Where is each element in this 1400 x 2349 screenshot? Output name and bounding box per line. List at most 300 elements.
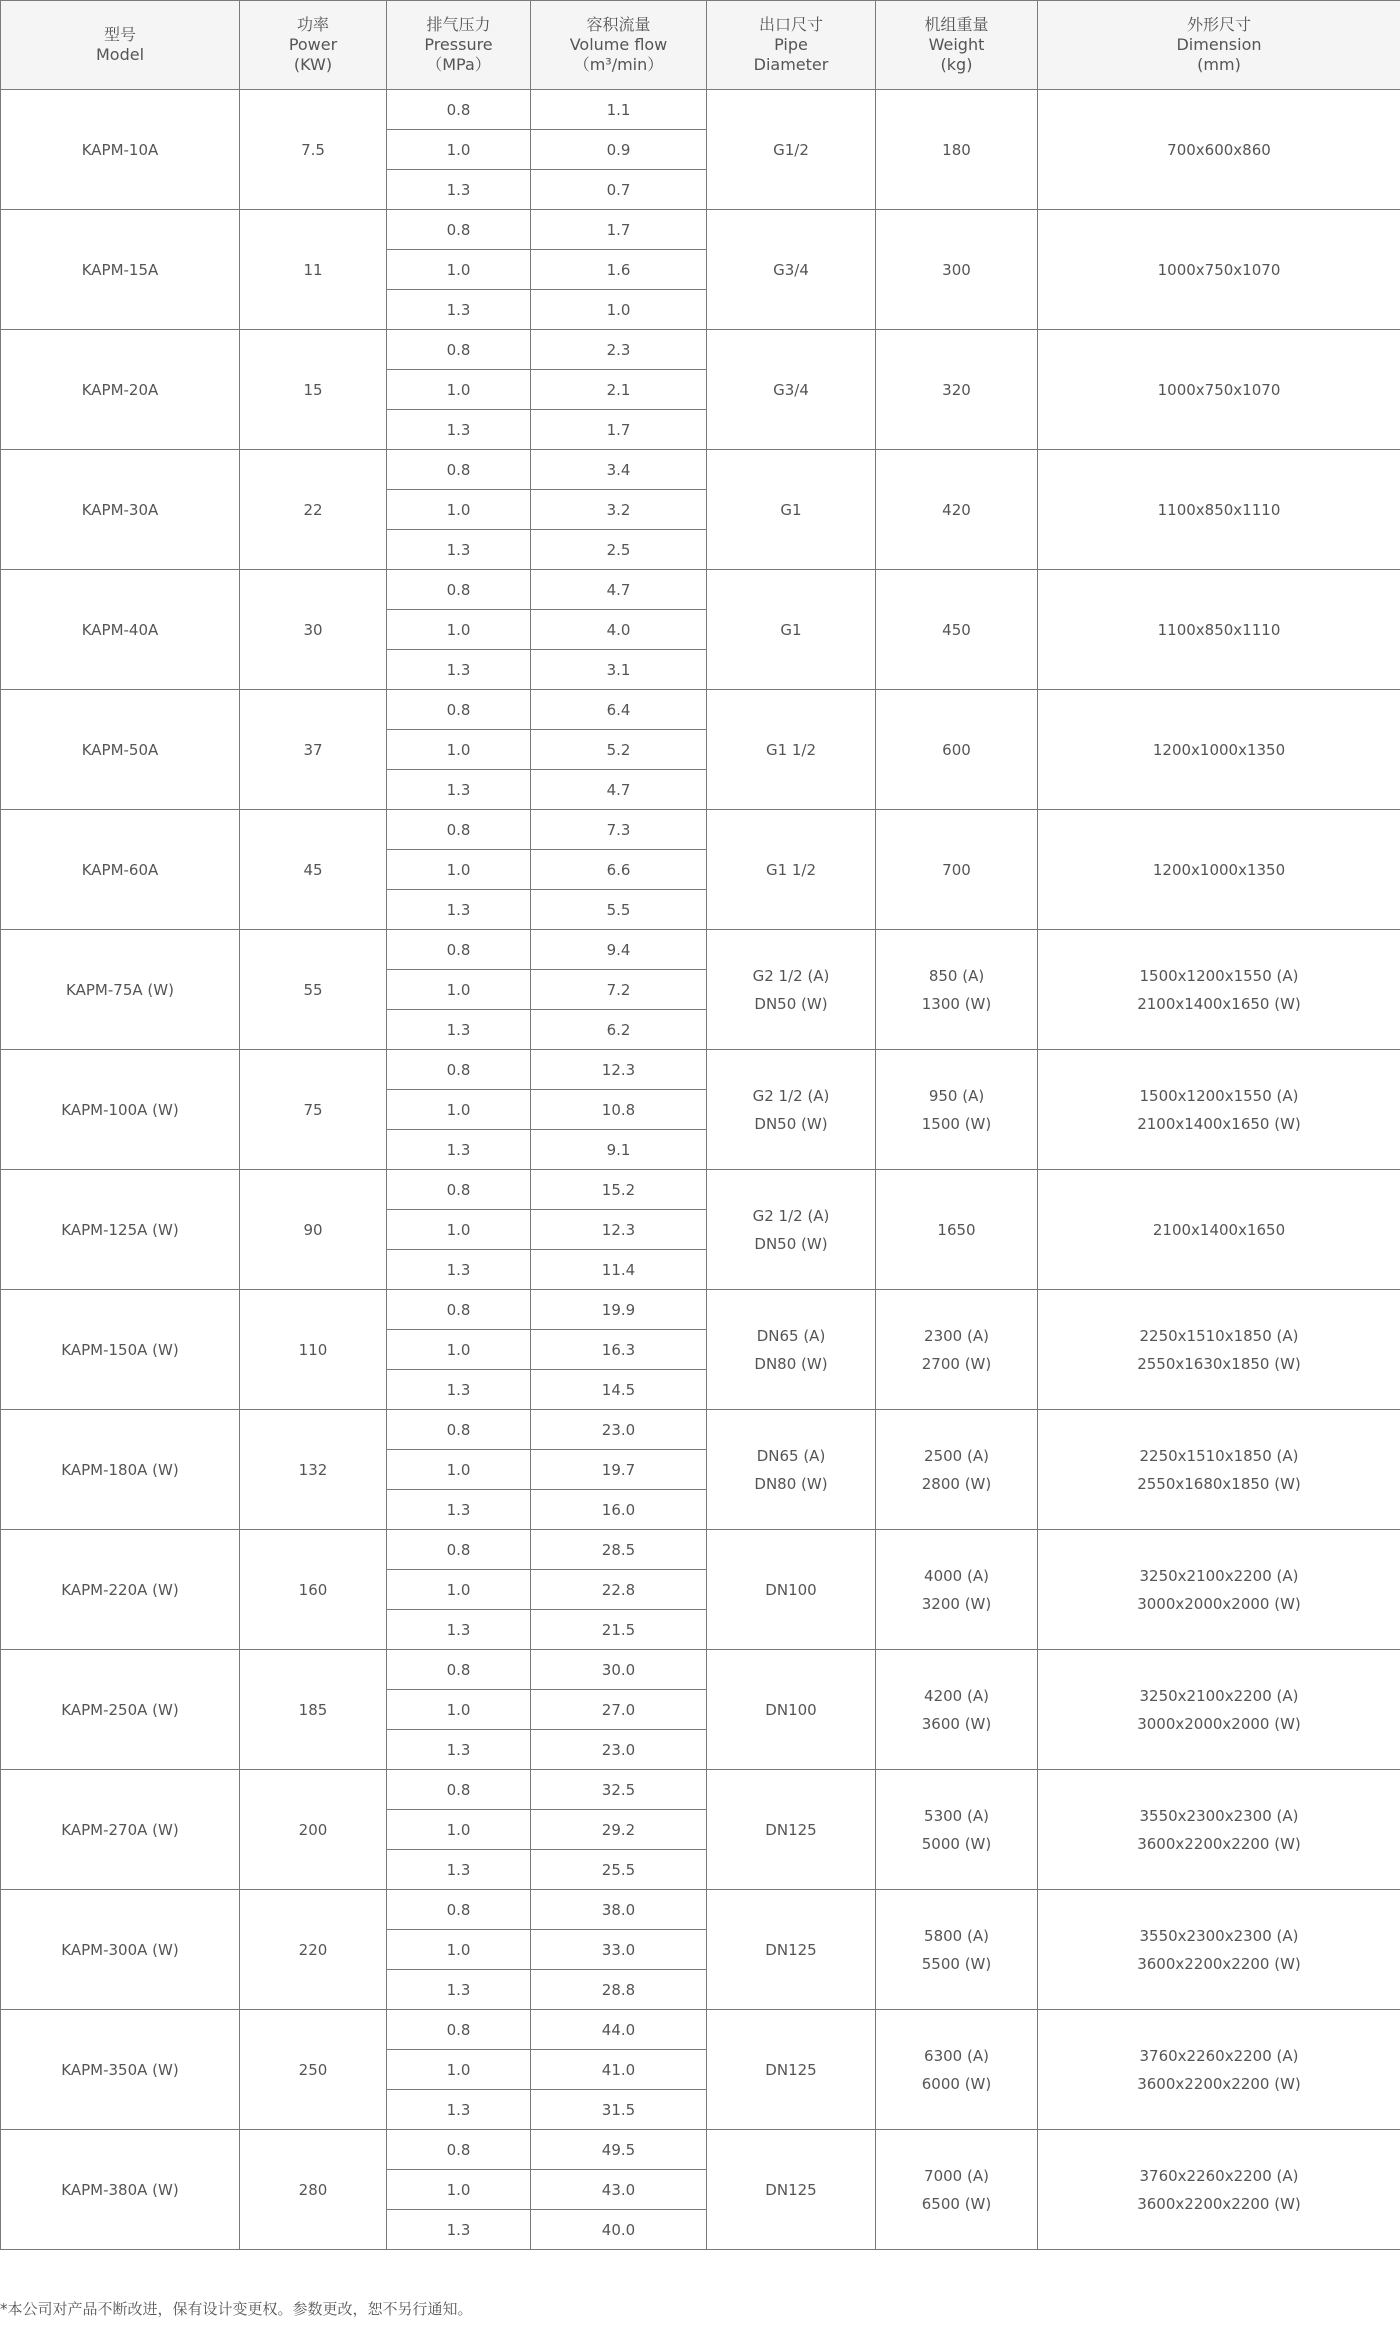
pipe-diameter-cell-line: DN65 (A) [756,1326,826,1345]
model-cell: KAPM-220A (W) [1,1530,240,1650]
pipe-diameter-cell [707,690,876,810]
dimension-cell-line: 3600x2200x2200 (W) [1137,1834,1301,1853]
table-header [1,1,1400,90]
volume-flow-cell: 41.0 [531,2050,707,2090]
pipe-diameter-cell [707,1290,876,1410]
volume-flow-cell: 19.7 [531,1450,707,1490]
volume-flow-cell: 1.7 [531,210,707,250]
power-cell: 7.5 [240,90,387,210]
dimension-cell [1038,1530,1400,1650]
volume-flow-cell: 6.6 [531,850,707,890]
weight-cell-line: 6000 (W) [921,2074,992,2093]
power-cell: 55 [240,930,387,1050]
pressure-cell: 1.0 [387,610,531,650]
weight-cell-line: 4000 (A) [924,1566,989,1585]
weight-cell [876,2130,1038,2250]
dimension-cell-line: 3550x2300x2300 (A) [1139,1806,1299,1825]
weight-cell [876,330,1038,450]
weight-cell-line: 700 [942,860,971,879]
pipe-diameter-cell-line: G1 [780,500,802,519]
pressure-cell: 1.0 [387,1210,531,1250]
table-row [1,1770,1400,1810]
pressure-cell: 1.3 [387,890,531,930]
dimension-cell-line: 3550x2300x2300 (A) [1139,1926,1299,1945]
dimension-cell-line: 3600x2200x2200 (W) [1137,1954,1301,1973]
pressure-cell: 1.0 [387,250,531,290]
power-cell: 185 [240,1650,387,1770]
pipe-diameter-cell [707,1770,876,1890]
dimension-cell-line: 1100x850x1110 [1157,620,1281,639]
pressure-cell: 1.3 [387,1370,531,1410]
header-label-line: Diameter [753,55,829,74]
volume-flow-cell: 16.0 [531,1490,707,1530]
dimension-cell [1038,2010,1400,2130]
pipe-diameter-cell [707,1530,876,1650]
pressure-cell: 0.8 [387,1170,531,1210]
header-label-line: Pipe [774,35,808,54]
dimension-cell-line: 2550x1680x1850 (W) [1137,1474,1301,1493]
dimension-cell [1038,1890,1400,2010]
weight-cell [876,1050,1038,1170]
pipe-diameter-cell [707,1410,876,1530]
weight-cell-line: 7000 (A) [924,2166,989,2185]
pressure-cell: 1.3 [387,1610,531,1650]
header-label-line: 型号 [103,25,136,44]
weight-cell [876,1290,1038,1410]
pressure-cell: 1.3 [387,1970,531,2010]
dimension-cell-line: 1500x1200x1550 (A) [1139,966,1299,985]
pipe-diameter-cell-line: DN125 [765,1940,817,1959]
volume-flow-cell: 7.3 [531,810,707,850]
weight-cell-line: 2500 (A) [924,1446,989,1465]
volume-flow-cell: 15.2 [531,1170,707,1210]
weight-cell-line: 5000 (W) [921,1834,992,1853]
volume-flow-cell: 22.8 [531,1570,707,1610]
pressure-cell: 1.3 [387,2090,531,2130]
pressure-cell: 0.8 [387,450,531,490]
header-model [1,1,240,90]
weight-cell [876,1410,1038,1530]
pipe-diameter-cell [707,2130,876,2250]
volume-flow-cell: 30.0 [531,1650,707,1690]
dimension-cell-line: 3760x2260x2200 (A) [1139,2166,1299,2185]
header-power [240,1,387,90]
weight-cell [876,690,1038,810]
pressure-cell: 0.8 [387,1530,531,1570]
volume-flow-cell: 7.2 [531,970,707,1010]
pressure-cell: 1.0 [387,730,531,770]
dimension-cell-line: 2250x1510x1850 (A) [1139,1326,1299,1345]
volume-flow-cell: 1.0 [531,290,707,330]
weight-cell-line: 4200 (A) [924,1686,989,1705]
weight-cell-line: 600 [942,740,971,759]
pressure-cell: 0.8 [387,1410,531,1450]
pipe-diameter-cell [707,90,876,210]
power-cell: 15 [240,330,387,450]
pressure-cell: 1.3 [387,530,531,570]
dimension-cell-line: 3000x2000x2000 (W) [1137,1594,1301,1613]
dimension-cell [1038,2130,1400,2250]
weight-cell [876,1770,1038,1890]
dimension-cell-line: 1200x1000x1350 [1152,740,1286,759]
pressure-cell: 1.0 [387,850,531,890]
pressure-cell: 1.0 [387,1810,531,1850]
header-label-line: Dimension [1176,35,1262,54]
dimension-cell [1038,90,1400,210]
header-dimension [1038,1,1400,90]
volume-flow-cell: 16.3 [531,1330,707,1370]
dimension-cell-line: 3250x2100x2200 (A) [1139,1686,1299,1705]
volume-flow-cell: 28.8 [531,1970,707,2010]
volume-flow-cell: 33.0 [531,1930,707,1970]
volume-flow-cell: 19.9 [531,1290,707,1330]
weight-cell [876,1650,1038,1770]
volume-flow-cell: 0.9 [531,130,707,170]
volume-flow-cell: 1.6 [531,250,707,290]
model-cell: KAPM-270A (W) [1,1770,240,1890]
pressure-cell: 0.8 [387,2010,531,2050]
dimension-cell [1038,450,1400,570]
pipe-diameter-cell-line: DN80 (W) [754,1474,828,1493]
pressure-cell: 1.3 [387,290,531,330]
weight-cell-line: 450 [942,620,971,639]
power-cell: 45 [240,810,387,930]
dimension-cell-line: 1000x750x1070 [1157,380,1281,399]
volume-flow-cell: 2.3 [531,330,707,370]
pipe-diameter-cell-line: DN80 (W) [754,1354,828,1373]
power-cell: 22 [240,450,387,570]
dimension-cell-line: 2100x1400x1650 [1152,1220,1286,1239]
dimension-cell-line: 2100x1400x1650 (W) [1137,994,1301,1013]
power-cell: 11 [240,210,387,330]
power-cell: 220 [240,1890,387,2010]
volume-flow-cell: 43.0 [531,2170,707,2210]
pressure-cell: 1.3 [387,170,531,210]
footnote: *本公司对产品不断改进，保有设计变更权。参数更改，恕不另行通知。 [0,2300,473,2318]
dimension-cell [1038,690,1400,810]
volume-flow-cell: 11.4 [531,1250,707,1290]
model-cell: KAPM-15A [1,210,240,330]
header-label-line: Weight [928,35,985,54]
pressure-cell: 0.8 [387,930,531,970]
pressure-cell: 0.8 [387,1890,531,1930]
weight-cell-line: 3200 (W) [921,1594,992,1613]
table-body [1,90,1400,2250]
volume-flow-cell: 31.5 [531,2090,707,2130]
dimension-cell [1038,210,1400,330]
model-cell: KAPM-30A [1,450,240,570]
volume-flow-cell: 12.3 [531,1050,707,1090]
dimension-cell-line: 700x600x860 [1167,140,1271,159]
weight-cell-line: 5800 (A) [924,1926,989,1945]
dimension-cell-line: 2550x1630x1850 (W) [1137,1354,1301,1373]
pressure-cell: 0.8 [387,2130,531,2170]
model-cell: KAPM-100A (W) [1,1050,240,1170]
volume-flow-cell: 23.0 [531,1410,707,1450]
volume-flow-cell: 5.2 [531,730,707,770]
volume-flow-cell: 44.0 [531,2010,707,2050]
weight-cell [876,450,1038,570]
weight-cell-line: 2300 (A) [924,1326,989,1345]
power-cell: 30 [240,570,387,690]
dimension-cell-line: 1000x750x1070 [1157,260,1281,279]
volume-flow-cell: 14.5 [531,1370,707,1410]
pressure-cell: 1.3 [387,1130,531,1170]
pressure-cell: 1.0 [387,1330,531,1370]
volume-flow-cell: 9.1 [531,1130,707,1170]
weight-cell-line: 1300 (W) [921,994,992,1013]
pipe-diameter-cell-line: G1 1/2 [765,740,817,759]
header-label-line: (mm) [1197,55,1241,74]
pipe-diameter-cell-line: DN65 (A) [756,1446,826,1465]
pressure-cell: 1.0 [387,1570,531,1610]
pipe-diameter-cell [707,570,876,690]
pipe-diameter-cell [707,1890,876,2010]
weight-cell-line: 950 (A) [928,1086,985,1105]
pressure-cell: 1.3 [387,770,531,810]
pressure-cell: 1.3 [387,1850,531,1890]
dimension-cell [1038,330,1400,450]
volume-flow-cell: 0.7 [531,170,707,210]
model-cell: KAPM-300A (W) [1,1890,240,2010]
pipe-diameter-cell [707,330,876,450]
volume-flow-cell: 1.7 [531,410,707,450]
dimension-cell-line: 3600x2200x2200 (W) [1137,2194,1301,2213]
pipe-diameter-cell [707,210,876,330]
dimension-cell-line: 3600x2200x2200 (W) [1137,2074,1301,2093]
header-row [1,1,1400,90]
pressure-cell: 0.8 [387,810,531,850]
pressure-cell: 1.3 [387,1250,531,1290]
table-row [1,450,1400,490]
weight-cell [876,570,1038,690]
pressure-cell: 0.8 [387,1770,531,1810]
pipe-diameter-cell [707,1050,876,1170]
dimension-cell-line: 2100x1400x1650 (W) [1137,1114,1301,1133]
pipe-diameter-cell-line: DN50 (W) [754,994,828,1013]
dimension-cell [1038,1170,1400,1290]
dimension-cell [1038,1770,1400,1890]
pressure-cell: 1.3 [387,1730,531,1770]
pipe-diameter-cell [707,810,876,930]
model-cell: KAPM-75A (W) [1,930,240,1050]
weight-cell-line: 320 [942,380,971,399]
pipe-diameter-cell [707,2010,876,2130]
model-cell: KAPM-350A (W) [1,2010,240,2130]
pressure-cell: 1.3 [387,410,531,450]
weight-cell [876,90,1038,210]
dimension-cell [1038,1290,1400,1410]
volume-flow-cell: 23.0 [531,1730,707,1770]
table-row [1,570,1400,610]
dimension-cell-line: 3250x2100x2200 (A) [1139,1566,1299,1585]
power-cell: 132 [240,1410,387,1530]
pipe-diameter-cell [707,450,876,570]
volume-flow-cell: 40.0 [531,2210,707,2250]
dimension-cell [1038,1650,1400,1770]
pressure-cell: 1.3 [387,2210,531,2250]
pipe-diameter-cell-line: G1 [780,620,802,639]
header-label-line: 出口尺寸 [758,15,823,34]
volume-flow-cell: 6.2 [531,1010,707,1050]
pressure-cell: 1.0 [387,970,531,1010]
table-row [1,1890,1400,1930]
table-row [1,90,1400,130]
pressure-cell: 1.3 [387,1490,531,1530]
pipe-diameter-cell [707,930,876,1050]
pressure-cell: 1.0 [387,1090,531,1130]
weight-cell [876,1530,1038,1650]
pipe-diameter-cell-line: DN125 [765,2060,817,2079]
header-weight [876,1,1038,90]
weight-cell [876,930,1038,1050]
dimension-cell [1038,1410,1400,1530]
weight-cell-line: 5300 (A) [924,1806,989,1825]
volume-flow-cell: 4.0 [531,610,707,650]
pipe-diameter-cell-line: DN50 (W) [754,1234,828,1253]
pressure-cell: 1.0 [387,370,531,410]
weight-cell-line: 5500 (W) [921,1954,992,1973]
weight-cell-line: 420 [942,500,971,519]
dimension-cell-line: 2250x1510x1850 (A) [1139,1446,1299,1465]
power-cell: 160 [240,1530,387,1650]
volume-flow-cell: 49.5 [531,2130,707,2170]
pressure-cell: 1.0 [387,130,531,170]
header-label-line: 机组重量 [924,15,989,34]
pipe-diameter-cell-line: G3/4 [773,260,809,279]
weight-cell-line: 300 [942,260,971,279]
volume-flow-cell: 5.5 [531,890,707,930]
pressure-cell: 1.0 [387,2050,531,2090]
model-cell: KAPM-10A [1,90,240,210]
header-label-line: (KW) [293,55,333,74]
power-cell: 110 [240,1290,387,1410]
model-cell: KAPM-60A [1,810,240,930]
header-label-line: Model [95,45,145,64]
weight-cell-line: 3600 (W) [921,1714,992,1733]
pipe-diameter-cell-line: DN50 (W) [754,1114,828,1133]
weight-cell-line: 6300 (A) [924,2046,989,2065]
dimension-cell-line: 3760x2260x2200 (A) [1139,2046,1299,2065]
dimension-cell [1038,930,1400,1050]
weight-cell-line: 1500 (W) [921,1114,992,1133]
pipe-diameter-cell-line: G3/4 [773,380,809,399]
model-cell: KAPM-40A [1,570,240,690]
volume-flow-cell: 3.4 [531,450,707,490]
power-cell: 37 [240,690,387,810]
dimension-cell-line: 1100x850x1110 [1157,500,1281,519]
table-row [1,810,1400,850]
header-pressure [387,1,531,90]
table-row [1,1410,1400,1450]
pressure-cell: 1.3 [387,1010,531,1050]
pipe-diameter-cell-line: G2 1/2 (A) [752,1086,830,1105]
pressure-cell: 0.8 [387,1050,531,1090]
header-label-line: 容积流量 [586,15,651,34]
header-label-line: Volume flow [569,35,668,54]
pressure-cell: 0.8 [387,1650,531,1690]
volume-flow-cell: 6.4 [531,690,707,730]
volume-flow-cell: 25.5 [531,1850,707,1890]
pipe-diameter-cell-line: G1/2 [773,140,809,159]
volume-flow-cell: 38.0 [531,1890,707,1930]
volume-flow-cell: 28.5 [531,1530,707,1570]
weight-cell-line: 2700 (W) [921,1354,992,1373]
pressure-cell: 0.8 [387,90,531,130]
volume-flow-cell: 21.5 [531,1610,707,1650]
pressure-cell: 1.0 [387,1450,531,1490]
power-cell: 280 [240,2130,387,2250]
pipe-diameter-cell-line: G2 1/2 (A) [752,1206,830,1225]
weight-cell [876,1890,1038,2010]
weight-cell [876,210,1038,330]
weight-cell-line: 1650 [937,1220,976,1239]
header-label-line: Pressure [424,35,493,54]
volume-flow-cell: 29.2 [531,1810,707,1850]
weight-cell-line: 850 (A) [928,966,985,985]
volume-flow-cell: 12.3 [531,1210,707,1250]
header-label-line: 功率 [296,15,329,34]
volume-flow-cell: 32.5 [531,1770,707,1810]
pipe-diameter-cell-line: DN125 [765,2180,817,2199]
pipe-diameter-cell [707,1650,876,1770]
pressure-cell: 1.0 [387,1690,531,1730]
volume-flow-cell: 4.7 [531,570,707,610]
volume-flow-cell: 2.5 [531,530,707,570]
power-cell: 250 [240,2010,387,2130]
volume-flow-cell: 10.8 [531,1090,707,1130]
table-row [1,210,1400,250]
model-cell: KAPM-50A [1,690,240,810]
dimension-cell-line: 3000x2000x2000 (W) [1137,1714,1301,1733]
table-row [1,690,1400,730]
dimension-cell [1038,570,1400,690]
header-volume-flow [531,1,707,90]
pressure-cell: 1.0 [387,1930,531,1970]
table-row [1,330,1400,370]
volume-flow-cell: 1.1 [531,90,707,130]
weight-cell [876,2010,1038,2130]
model-cell: KAPM-20A [1,330,240,450]
model-cell: KAPM-125A (W) [1,1170,240,1290]
volume-flow-cell: 9.4 [531,930,707,970]
table-row [1,1530,1400,1570]
model-cell: KAPM-150A (W) [1,1290,240,1410]
pipe-diameter-cell-line: DN125 [765,1820,817,1839]
volume-flow-cell: 2.1 [531,370,707,410]
model-cell: KAPM-180A (W) [1,1410,240,1530]
pipe-diameter-cell-line: DN100 [765,1580,817,1599]
table-row [1,2010,1400,2050]
header-label-line: （m³/min） [573,55,664,74]
pressure-cell: 0.8 [387,1290,531,1330]
pressure-cell: 1.3 [387,650,531,690]
power-cell: 90 [240,1170,387,1290]
table-row [1,1170,1400,1210]
dimension-cell [1038,810,1400,930]
header-label-line: 排气压力 [426,15,491,34]
volume-flow-cell: 27.0 [531,1690,707,1730]
dimension-cell [1038,1050,1400,1170]
pressure-cell: 0.8 [387,330,531,370]
dimension-cell-line: 1200x1000x1350 [1152,860,1286,879]
pressure-cell: 1.0 [387,2170,531,2210]
header-label-line: 外形尺寸 [1186,15,1251,34]
header-pipe-diameter [707,1,876,90]
pressure-cell: 0.8 [387,690,531,730]
table-row [1,1650,1400,1690]
weight-cell [876,810,1038,930]
